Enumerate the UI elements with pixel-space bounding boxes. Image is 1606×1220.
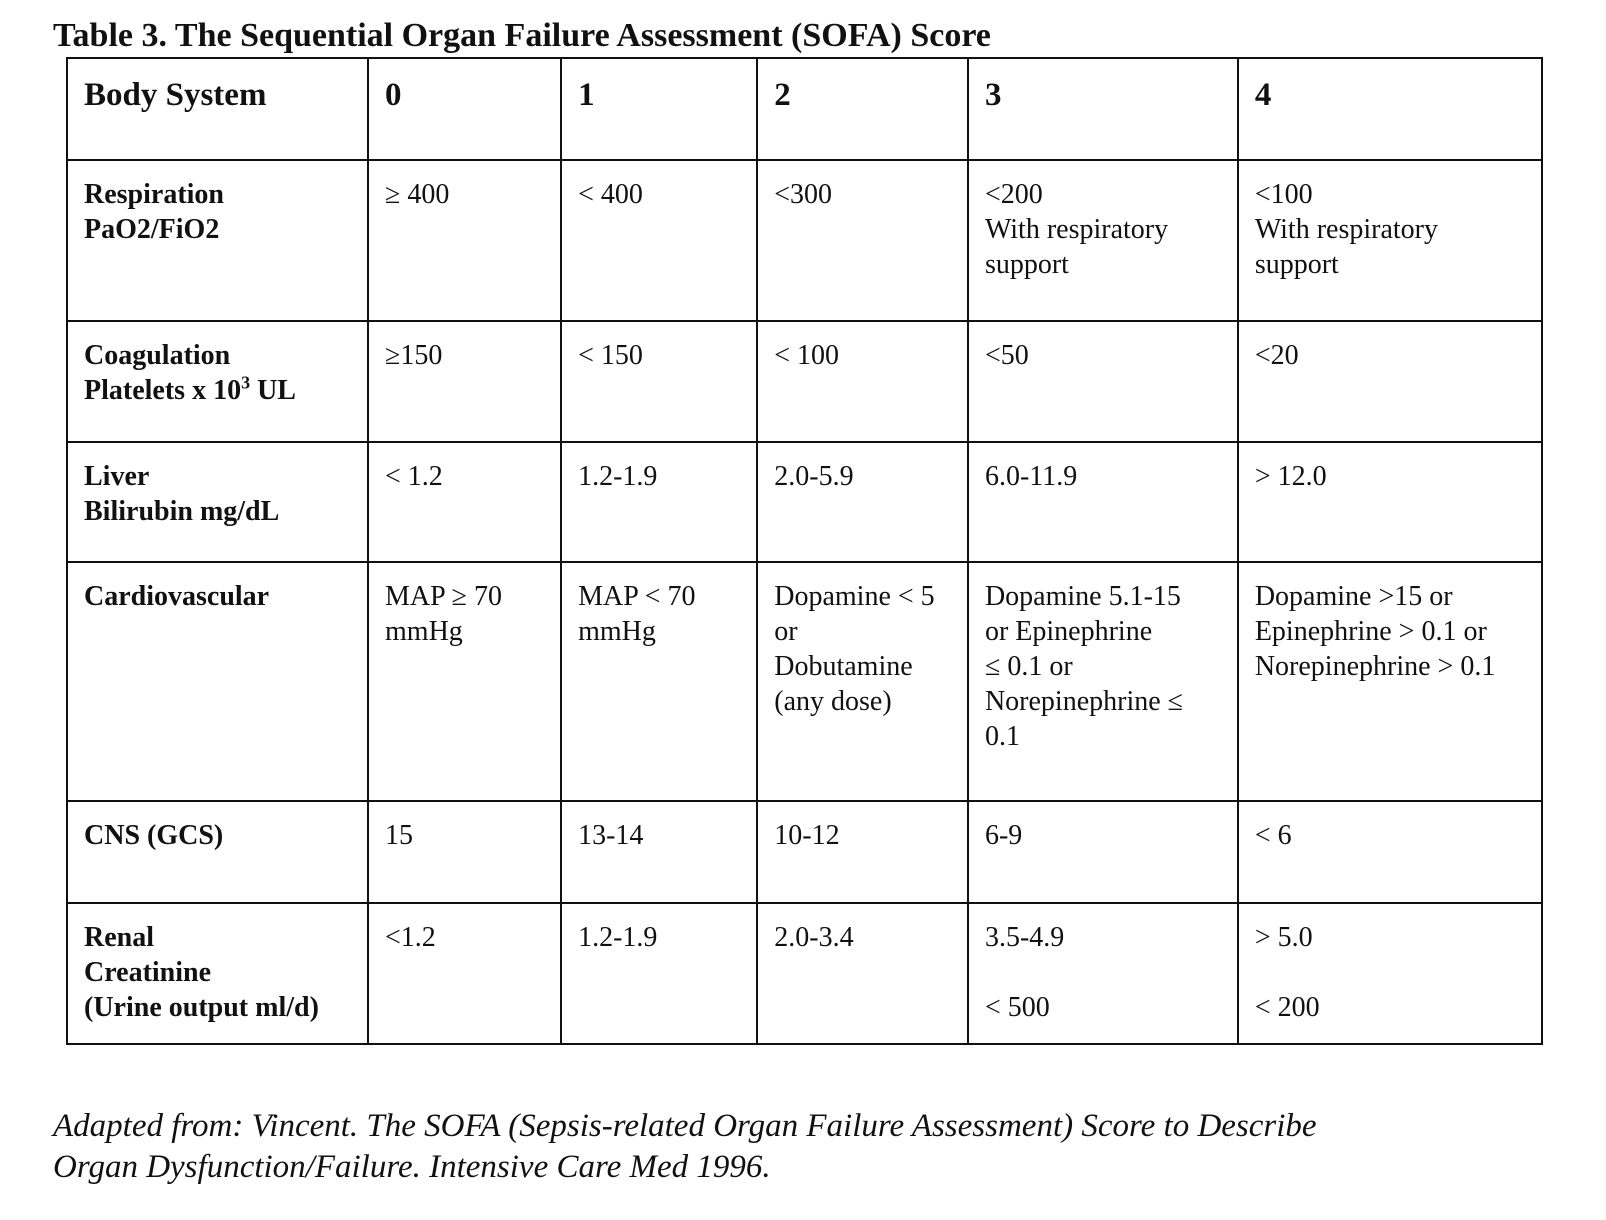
system-name: Renal	[84, 922, 154, 953]
system-cell-renal	[67, 903, 368, 1044]
system-name: CNS (GCS)	[84, 820, 224, 851]
system-cell-coagulation	[67, 321, 368, 442]
table-cell: < 6	[1238, 801, 1542, 903]
header-score-1: 1	[561, 58, 757, 160]
system-measure: Bilirubin mg/dL	[84, 496, 280, 527]
table-row-respiration	[67, 160, 1542, 321]
table-row-liver	[67, 442, 1542, 562]
source-footnote	[53, 1106, 1317, 1188]
system-cell-cns	[67, 801, 368, 903]
sofa-score-table	[66, 57, 1543, 1045]
table-cell: <20	[1238, 321, 1542, 442]
table-cell: 10-12	[757, 801, 968, 903]
table-cell: Dopamine 5.1-15 or Epinephrine ≤ 0.1 or Norepinephrine ≤ 0.1	[968, 562, 1238, 801]
system-name: Liver	[84, 461, 150, 492]
table-row-cns	[67, 801, 1542, 903]
table-cell: 3.5-4.9 < 500	[968, 903, 1238, 1044]
system-measure-secondary: (Urine output ml/d)	[84, 992, 319, 1023]
header-score-0: 0	[368, 58, 561, 160]
table-cell: <50	[968, 321, 1238, 442]
table-cell: < 150	[561, 321, 757, 442]
table-cell: <1.2	[368, 903, 561, 1044]
table-cell: ≥ 400	[368, 160, 561, 321]
system-name: Coagulation	[84, 340, 231, 371]
table-cell: < 1.2	[368, 442, 561, 562]
table-cell: 6.0-11.9	[968, 442, 1238, 562]
system-cell-liver	[67, 442, 368, 562]
table-cell: < 100	[757, 321, 968, 442]
table-cell: MAP ≥ 70 mmHg	[368, 562, 561, 801]
header-score-3: 3	[968, 58, 1238, 160]
table-row-coagulation	[67, 321, 1542, 442]
header-body-system: Body System	[67, 58, 368, 160]
table-cell: 1.2-1.9	[561, 442, 757, 562]
system-name: Cardiovascular	[84, 581, 270, 612]
table-cell: 2.0-5.9	[757, 442, 968, 562]
table-cell: 13-14	[561, 801, 757, 903]
table-cell: Dopamine < 5 or Dobutamine (any dose)	[757, 562, 968, 801]
table-title: Table 3. The Sequential Organ Failure Assessment (SOFA) Score	[53, 17, 991, 54]
table-cell: < 400	[561, 160, 757, 321]
table-cell: > 5.0 < 200	[1238, 903, 1542, 1044]
table-cell: > 12.0	[1238, 442, 1542, 562]
table-cell: 6-9	[968, 801, 1238, 903]
table-cell: Dopamine >15 or Epinephrine > 0.1 or Norepinephrine > 0.1	[1238, 562, 1542, 801]
system-measure: PaO2/FiO2	[84, 214, 220, 245]
system-cell-cardiovascular	[67, 562, 368, 801]
table-cell: 1.2-1.9	[561, 903, 757, 1044]
table-cell: <300	[757, 160, 968, 321]
table-row-renal	[67, 903, 1542, 1044]
table-cell: ≥150	[368, 321, 561, 442]
header-row	[67, 58, 1542, 160]
table-cell: <200 With respiratory support	[968, 160, 1238, 321]
table-cell: MAP < 70 mmHg	[561, 562, 757, 801]
footnote-line: Organ Dysfunction/Failure. Intensive Care Med 1996.	[53, 1149, 771, 1185]
table-cell: 15	[368, 801, 561, 903]
table-row-cardiovascular	[67, 562, 1542, 801]
table-cell: <100 With respiratory support	[1238, 160, 1542, 321]
system-measure: Platelets x $10^3$ UL	[84, 372, 296, 406]
table-cell: 2.0-3.4	[757, 903, 968, 1044]
system-name: Respiration	[84, 179, 224, 210]
superscript: 3	[241, 372, 251, 393]
footnote-line: Adapted from: Vincent. The SOFA (Sepsis-related Organ Failure Assessment) Score to Describe	[53, 1108, 1317, 1144]
system-measure: Creatinine	[84, 957, 212, 988]
system-cell-respiration	[67, 160, 368, 321]
header-score-4: 4	[1238, 58, 1542, 160]
header-score-2: 2	[757, 58, 968, 160]
